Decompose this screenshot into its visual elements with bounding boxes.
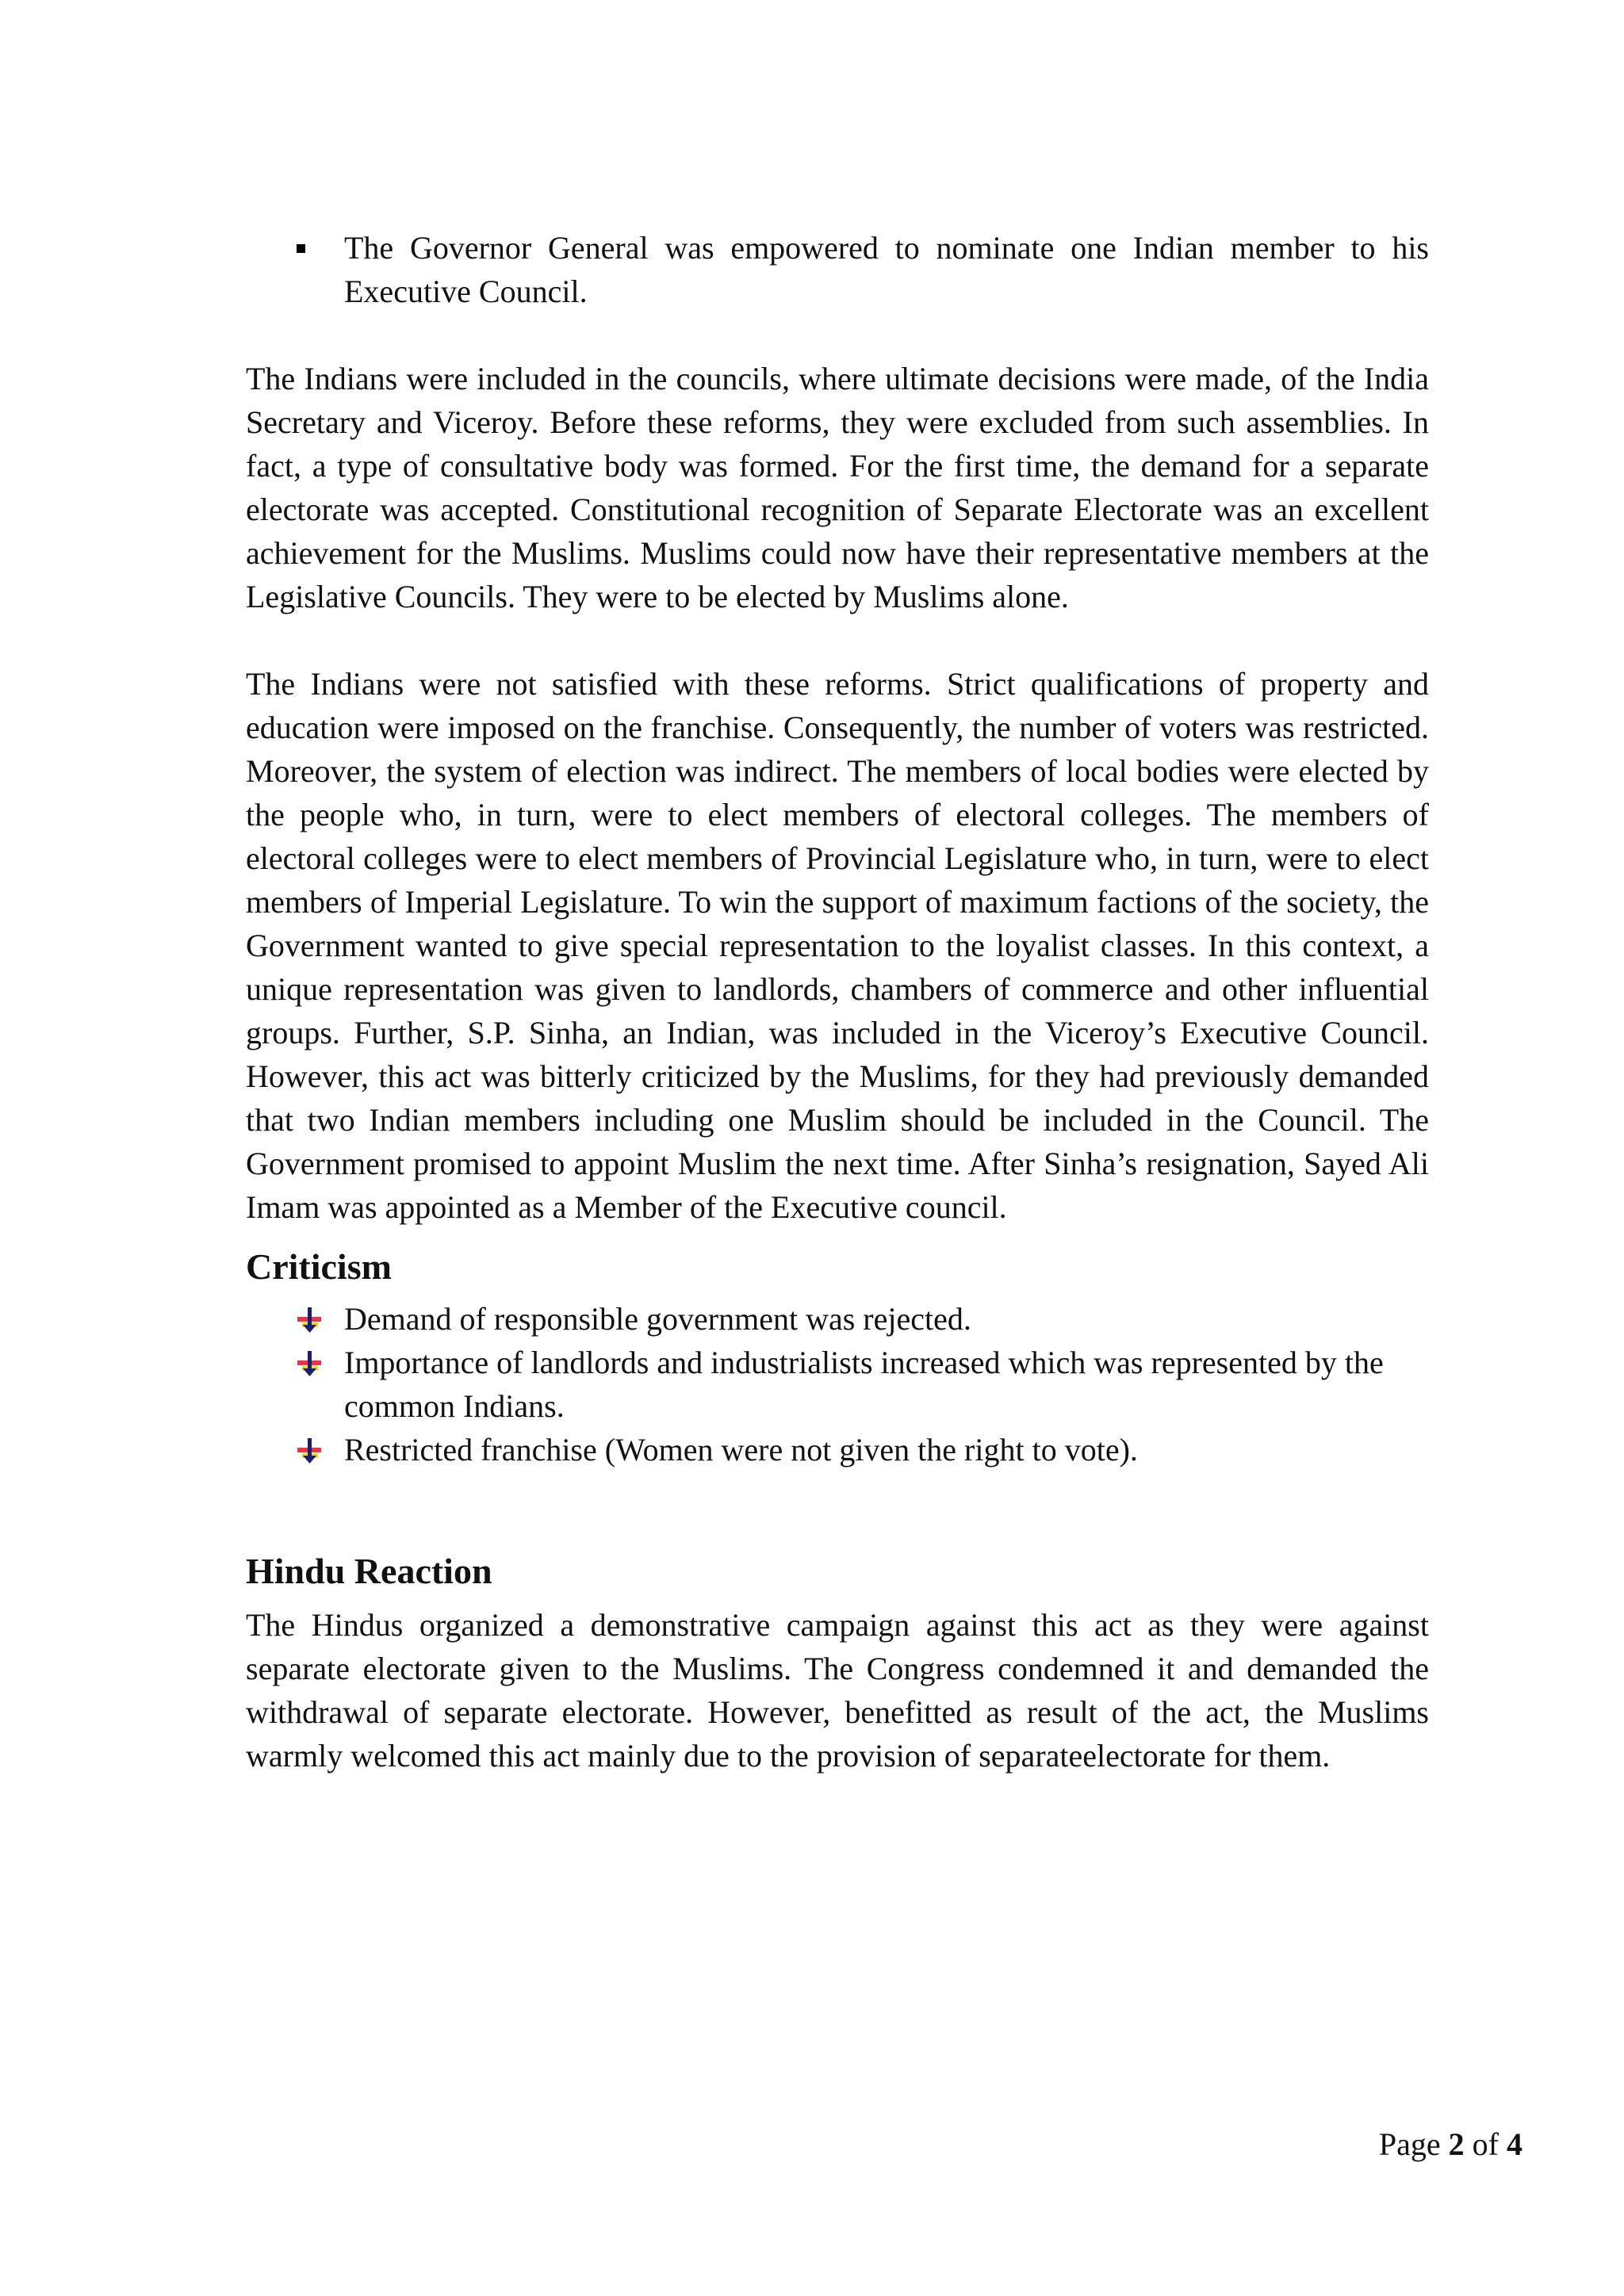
- bullet-text: The Governor General was empowered to nominate one Indian member to his Executive Council.: [344, 230, 1429, 309]
- criticism-item-text: Demand of responsible government was rejected.: [344, 1301, 971, 1337]
- page-number-footer: [1379, 2125, 1522, 2164]
- square-bullet-icon: [297, 244, 305, 253]
- down-arrow-bullet-icon: [295, 1350, 324, 1377]
- list-item: [246, 1341, 1429, 1428]
- of-label: of: [1472, 2126, 1499, 2162]
- current-page-number: 2: [1448, 2126, 1465, 2162]
- page-content: [246, 226, 1429, 1777]
- heading-hindu-reaction: Hindu Reaction: [246, 1551, 492, 1591]
- list-item: [246, 226, 1429, 313]
- page-label: Page: [1378, 2126, 1441, 2162]
- paragraph-indians-not-satisfied: The Indians were not satisfied with these reforms. Strict qualifications of property and education were imposed on the franchise. Consequently, the number of voters was restricted. Moreover, the system of election was indirect. The members of local bodies were elected by the people who, in turn, were to elect members of electoral colleges. The members of electoral colleges were to elect members of Provincial Legislature who, in turn, were to elect members of Imperial Legislature. To win the support of maximum factions of the society, the Government wanted to give special representation to the loyalist classes. In this context, a unique representation was given to landlords, chambers of commerce and other influential groups. Further, S.P. Sinha, an Indian, was included in the Viceroy’s Executive Council. However, this act was bitterly criticized by the Muslims, for they had previously demanded that two Indian members including one Muslim should be included in the Council. The Government promised to appoint Muslim the next time. After Sinha’s resignation, Sayed Ali Imam was appointed as a Member of the Executive council.: [246, 666, 1429, 1225]
- list-item: [246, 1428, 1429, 1471]
- paragraph-hindu-reaction: The Hindus organized a demonstrative campaign against this act as they were against separate electorate given to the Muslims. The Congress condemned it and demanded the withdrawal of separate electorate. However, benefitted as result of the act, the Muslims warmly welcomed this act mainly due to the provision of separateelectorate for them.: [246, 1607, 1429, 1774]
- down-arrow-bullet-icon: [295, 1437, 324, 1464]
- list-item: [246, 1297, 1429, 1341]
- criticism-item-text: Restricted franchise (Women were not given the right to vote).: [344, 1432, 1138, 1468]
- criticism-item-text: Importance of landlords and industrialists increased which was represented by the common Indians.: [344, 1345, 1384, 1424]
- paragraph-indians-included: The Indians were included in the councils, where ultimate decisions were made, of the India Secretary and Viceroy. Before these reforms, they were excluded from such assemblies. In fact, a type of consultative body was formed. For the first time, the demand for a separate electorate was accepted. Constitutional recognition of Separate Electorate was an excellent achievement for the Muslims. Muslims could now have their representative members at the Legislative Councils. They were to be elected by Muslims alone.: [246, 361, 1429, 614]
- down-arrow-bullet-icon: [295, 1307, 324, 1334]
- top-bullet-list: [246, 226, 1429, 313]
- heading-criticism: Criticism: [246, 1246, 392, 1287]
- criticism-list: [246, 1297, 1429, 1471]
- total-pages-number: 4: [1507, 2126, 1522, 2162]
